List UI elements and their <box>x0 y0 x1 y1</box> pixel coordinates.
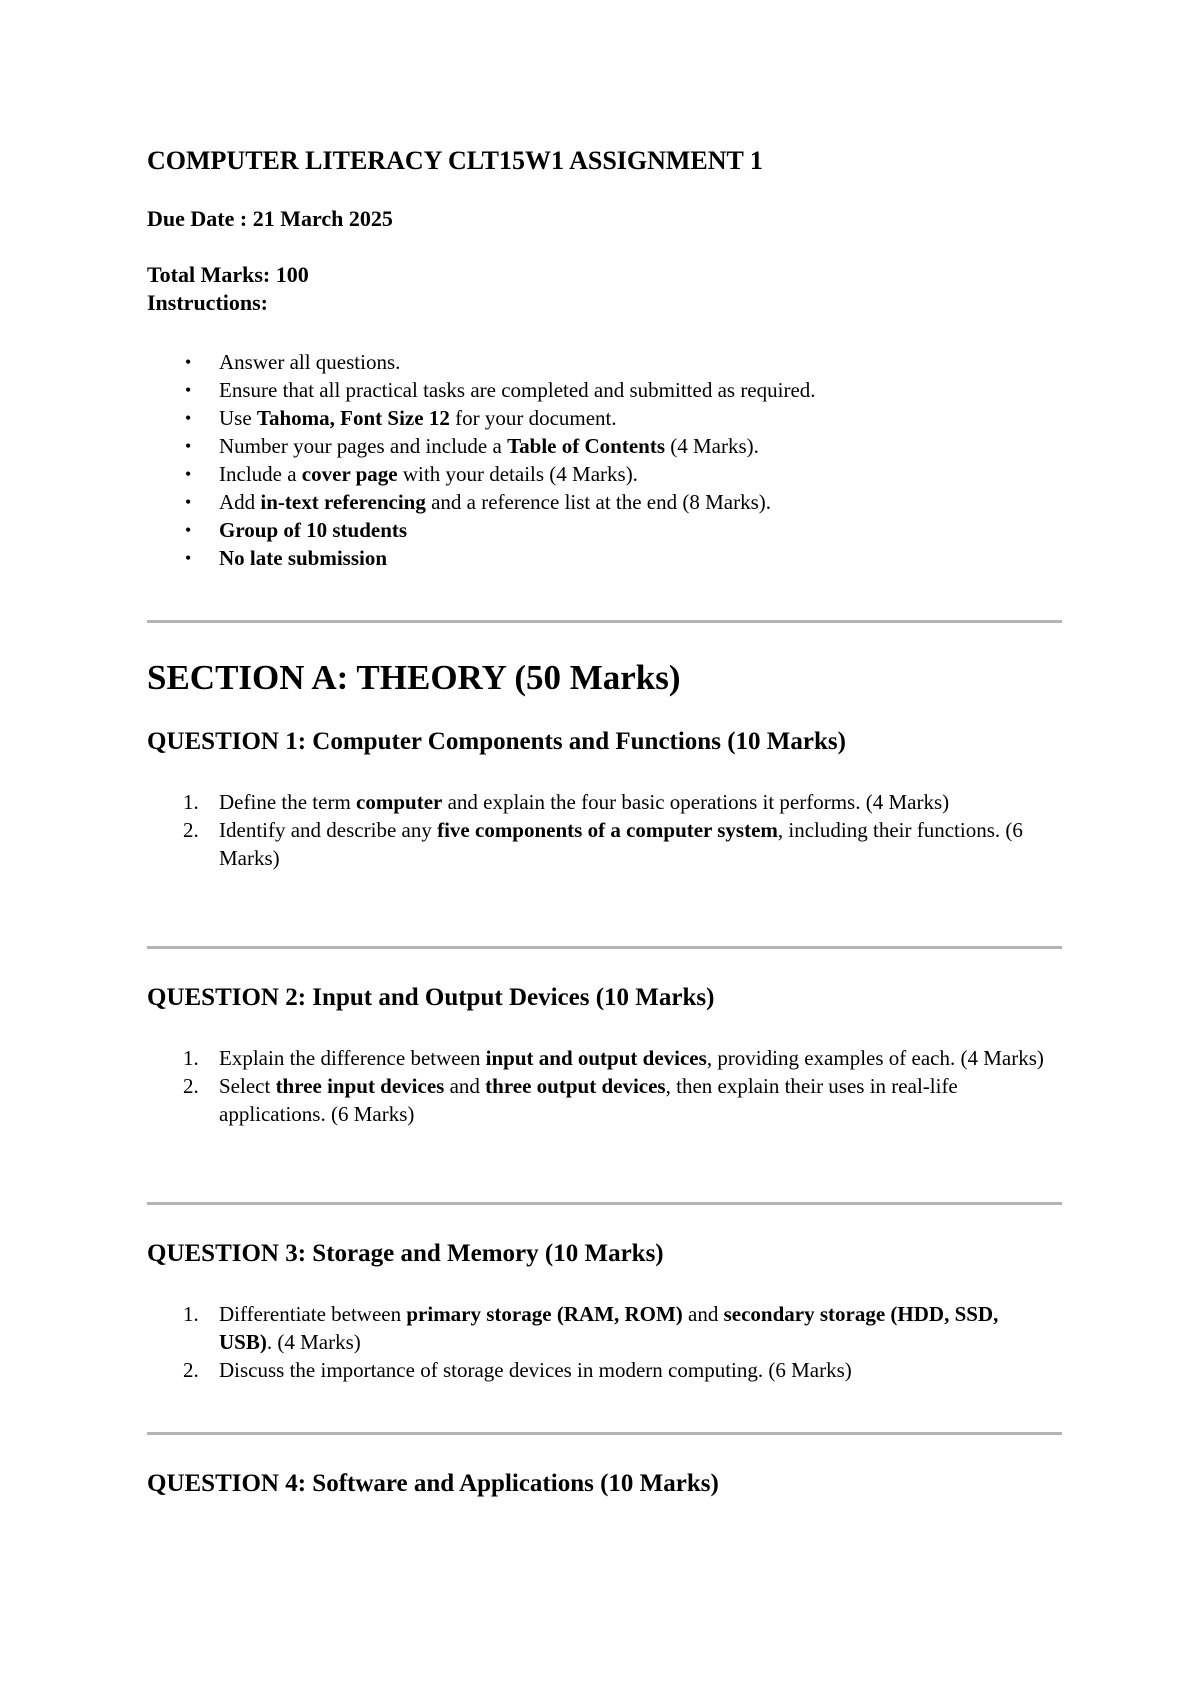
bold-text: three input devices <box>275 1074 445 1098</box>
question-3-items <box>147 1300 1047 1384</box>
instruction-item <box>147 348 816 376</box>
text-run: and explain the four basic operations it performs. (4 Marks) <box>442 790 950 814</box>
document-title: COMPUTER LITERACY CLT15W1 ASSIGNMENT 1 <box>147 146 763 175</box>
bold-text: five components of a computer system <box>437 818 778 842</box>
total-marks: Total Marks: 100 <box>147 262 309 287</box>
bold-text: secondary storage (HDD, SSD, USB) <box>219 1302 999 1354</box>
item-number: 1. <box>183 1046 199 1070</box>
bold-text: three output devices <box>485 1074 666 1098</box>
question-item <box>147 1356 1047 1384</box>
item-number: 2. <box>183 1358 199 1382</box>
text-run: , providing examples of each. (4 Marks) <box>706 1046 1044 1070</box>
question-4-title: QUESTION 4: Software and Applications (10 Marks) <box>147 1470 719 1497</box>
text-run: and a reference list at the end (8 Marks). <box>425 490 772 514</box>
text-run: Number your pages and include a <box>219 434 508 458</box>
text-run: and <box>444 1074 486 1098</box>
bold-text: Table of Contents <box>507 434 665 458</box>
bold-text: in-text referencing <box>260 490 426 514</box>
due-date: Due Date : 21 March 2025 <box>147 206 393 231</box>
instructions-label: Instructions: <box>147 290 269 315</box>
instruction-item <box>147 516 816 544</box>
bold-text: input and output devices <box>485 1046 707 1070</box>
instruction-item <box>147 432 816 460</box>
text-run: Explain the difference between <box>219 1046 486 1070</box>
instructions-list <box>147 348 816 572</box>
text-run: Answer all questions. <box>219 350 401 374</box>
text-run: Add <box>219 490 261 514</box>
item-text <box>219 1302 998 1354</box>
text-run: and <box>682 1302 724 1326</box>
instruction-item <box>147 376 816 404</box>
question-item <box>147 816 1047 872</box>
bold-text: computer <box>356 790 443 814</box>
text-run: for your document. <box>449 406 617 430</box>
text-run: Ensure that all practical tasks are completed and submitted as required. <box>219 378 816 402</box>
bold-text: cover page <box>301 462 398 486</box>
question-item <box>147 1044 1047 1072</box>
horizontal-rule <box>147 1432 1062 1435</box>
instruction-item <box>147 460 816 488</box>
item-number: 2. <box>183 818 199 842</box>
text-run: (4 Marks). <box>665 434 759 458</box>
horizontal-rule <box>147 946 1062 949</box>
question-2-items <box>147 1044 1047 1128</box>
item-text <box>219 1358 852 1382</box>
instruction-item <box>147 404 816 432</box>
question-item <box>147 1072 1047 1128</box>
bold-text: Group of 10 students <box>219 518 408 542</box>
text-run: Define the term <box>219 790 357 814</box>
item-number: 1. <box>183 790 199 814</box>
question-3-title: QUESTION 3: Storage and Memory (10 Marks) <box>147 1240 664 1267</box>
question-1-items <box>147 788 1047 872</box>
question-2-title: QUESTION 2: Input and Output Devices (10 Marks) <box>147 984 715 1011</box>
item-number: 2. <box>183 1074 199 1098</box>
horizontal-rule <box>147 620 1062 623</box>
text-run: Use <box>219 406 257 430</box>
question-item <box>147 788 1047 816</box>
instruction-item <box>147 488 816 516</box>
section-a-title: SECTION A: THEORY (50 Marks) <box>147 658 681 697</box>
text-run: Select <box>219 1074 276 1098</box>
bold-text: primary storage (RAM, ROM) <box>406 1302 683 1326</box>
item-text <box>219 1046 1044 1070</box>
instruction-item <box>147 544 816 572</box>
text-run: , then explain their uses in real-life applications. (6 Marks) <box>219 1074 958 1126</box>
bold-text: No late submission <box>219 546 388 570</box>
question-1-title: QUESTION 1: Computer Components and Functions (10 Marks) <box>147 728 846 755</box>
item-text <box>219 1074 958 1126</box>
item-text <box>219 790 949 814</box>
item-text <box>219 818 1023 870</box>
item-number: 1. <box>183 1302 199 1326</box>
text-run: , including their functions. (6 Marks) <box>219 818 1023 870</box>
horizontal-rule <box>147 1202 1062 1205</box>
text-run: Include a <box>219 462 302 486</box>
text-run: Differentiate between <box>219 1302 407 1326</box>
text-run: with your details (4 Marks). <box>397 462 638 486</box>
text-run: Discuss the importance of storage devices in modern computing. (6 Marks) <box>219 1358 852 1382</box>
bold-text: Tahoma, Font Size 12 <box>256 406 450 430</box>
text-run: Identify and describe any <box>219 818 438 842</box>
question-item <box>147 1300 1047 1356</box>
text-run: . (4 Marks) <box>266 1330 361 1354</box>
